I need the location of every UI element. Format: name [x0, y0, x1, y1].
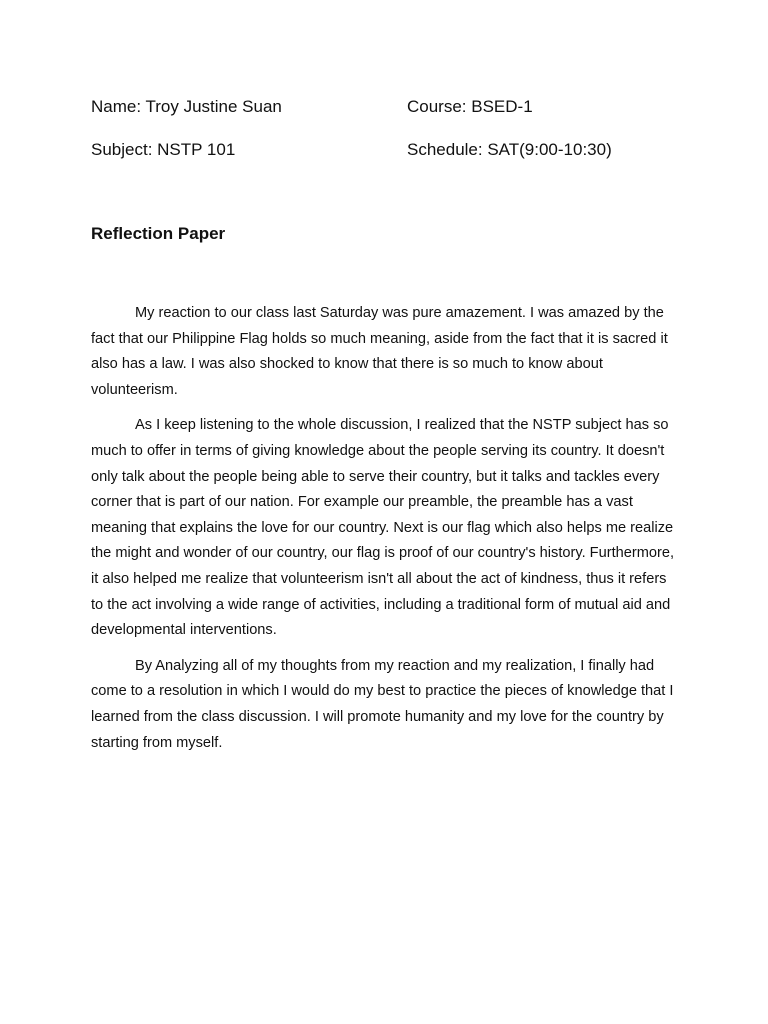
header-row-name-course — [91, 95, 691, 119]
schedule-label: Schedule: SAT(9:00-10:30) — [407, 140, 612, 159]
document-body — [91, 301, 679, 766]
document-title: Reflection Paper — [91, 224, 226, 243]
student-name: Name: Troy Justine Suan — [91, 97, 282, 116]
header-row-subject-schedule — [91, 138, 691, 162]
subject-label: Subject: NSTP 101 — [91, 140, 236, 159]
course-label: Course: BSED-1 — [407, 97, 533, 116]
paragraph-2: As I keep listening to the whole discussion, I realized that the NSTP subject has so much to offer in terms of giving knowledge about the people serving its country. It doesn't only talk about the people being able to serve their country, but it talks and tackles every corner that is part of our nation. For example our preamble, the preamble has a vast meaning that explains the love for our country. Next is our flag which also helps me realize the might and wonder of our country, our flag is proof of our country's history. Furthermore, it also helped me realize that volunteerism isn't all about the act of kindness, thus it refers to the act involving a wide range of activities, including a traditional form of mutual aid and developmental interventions. — [91, 417, 675, 639]
paragraph-3: By Analyzing all of my thoughts from my reaction and my realization, I finally had come to a resolution in which I would do my best to practice the pieces of knowledge that I learned from the class discussion. I will promote humanity and my love for the country by starting from myself. — [91, 657, 674, 751]
paragraph-1: My reaction to our class last Saturday was pure amazement. I was amazed by the fact that our Philippine Flag holds so much meaning, aside from the fact that it is sacred it also has a law. I was also shocked to know that there is so much to know about volunteerism. — [91, 305, 668, 398]
